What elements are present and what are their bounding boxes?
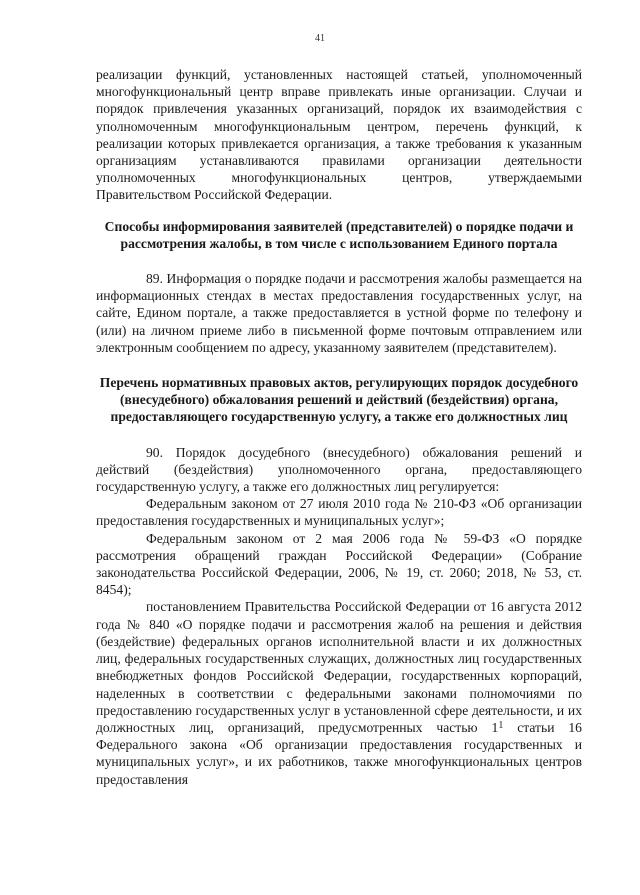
paragraph-90-decree-840	[96, 598, 582, 787]
section-heading-informing: Способы информирования заявителей (представителей) о порядке подачи и рассмотрения жалобы, в том числе с использованием Единого портала	[104, 218, 574, 251]
paragraph-90-law-59: Федеральным законом от 2 мая 2006 года № 59-ФЗ «О порядке рассмотрения обращений граждан Российской Федерации» (Собрание законодательства Российской Федерации, 2006, № 19, ст. 2060; 2018, № 53, ст. 8454);	[96, 530, 582, 598]
paragraph-90: 90. Порядок досудебного (внесудебного) обжалования решений и действий (бездействия) уполномоченного органа, предоставляющего государственную услугу, а также его должностных лиц регулируется:	[96, 444, 582, 495]
paragraph-continuation: реализации функций, установленных настоящей статьей, уполномоченный многофункциональный центр вправе привлекать иные организации. Случаи и порядок привлечения указанных организаций, порядок их взаимодействия с уполномоченным многофункциональным центром, перечень функций, к реализации которых привлекается организация, а также требования к указанным организациям устанавливаются правилами организации деятельности уполномоченных многофункциональных центров, утверждаемыми Правительством Российской Федерации.	[96, 67, 582, 203]
page-number: 41	[315, 33, 325, 44]
decree-text-after: статьи 16 Федерального закона «Об организации предоставления государственных и муниципальных услуг», и их работников, также многофункциональных центров предоставления	[96, 719, 582, 787]
paragraph-90-law-210: Федеральным законом от 27 июля 2010 года № 210-ФЗ «Об организации предоставления государственных и муниципальных услуг»;	[96, 496, 582, 529]
section-heading-normative-acts: Перечень нормативных правовых актов, регулирующих порядок досудебного (внесудебного) обжалования решений и действий (бездействия) органа, предоставляющего государственную услугу, а также его должностных лиц	[99, 375, 579, 425]
paragraph-89: 89. Информация о порядке подачи и рассмотрения жалобы размещается на информационных стендах в местах предоставления государственных услуг, на сайте, Едином портале, а также предоставляется в устной форме по телефону и (или) на личном приеме либо в письменной форме почтовым отправлением или электронным сообщением по адресу, указанному заявителем (представителем).	[96, 271, 582, 355]
superscript: 1	[498, 719, 504, 731]
decree-text-before: постановлением Правительства Российской Федерации от 16 августа 2012 года № 840 «О порядке подачи и рассмотрения жалоб на решения и действия (бездействие) федеральных органов исполнительной власти и их должностных лиц, федеральных государственных служащих, должностных лиц государственных внебюджетных фондов Российской Федерации, государственных корпораций, наделенных в соответствии с федеральными законами полномочиями по предоставлению государственных услуг в установленной сфере деятельности, и их должностных лиц, организаций, предусмотренных частью 1	[96, 599, 582, 735]
page-content	[96, 66, 582, 788]
